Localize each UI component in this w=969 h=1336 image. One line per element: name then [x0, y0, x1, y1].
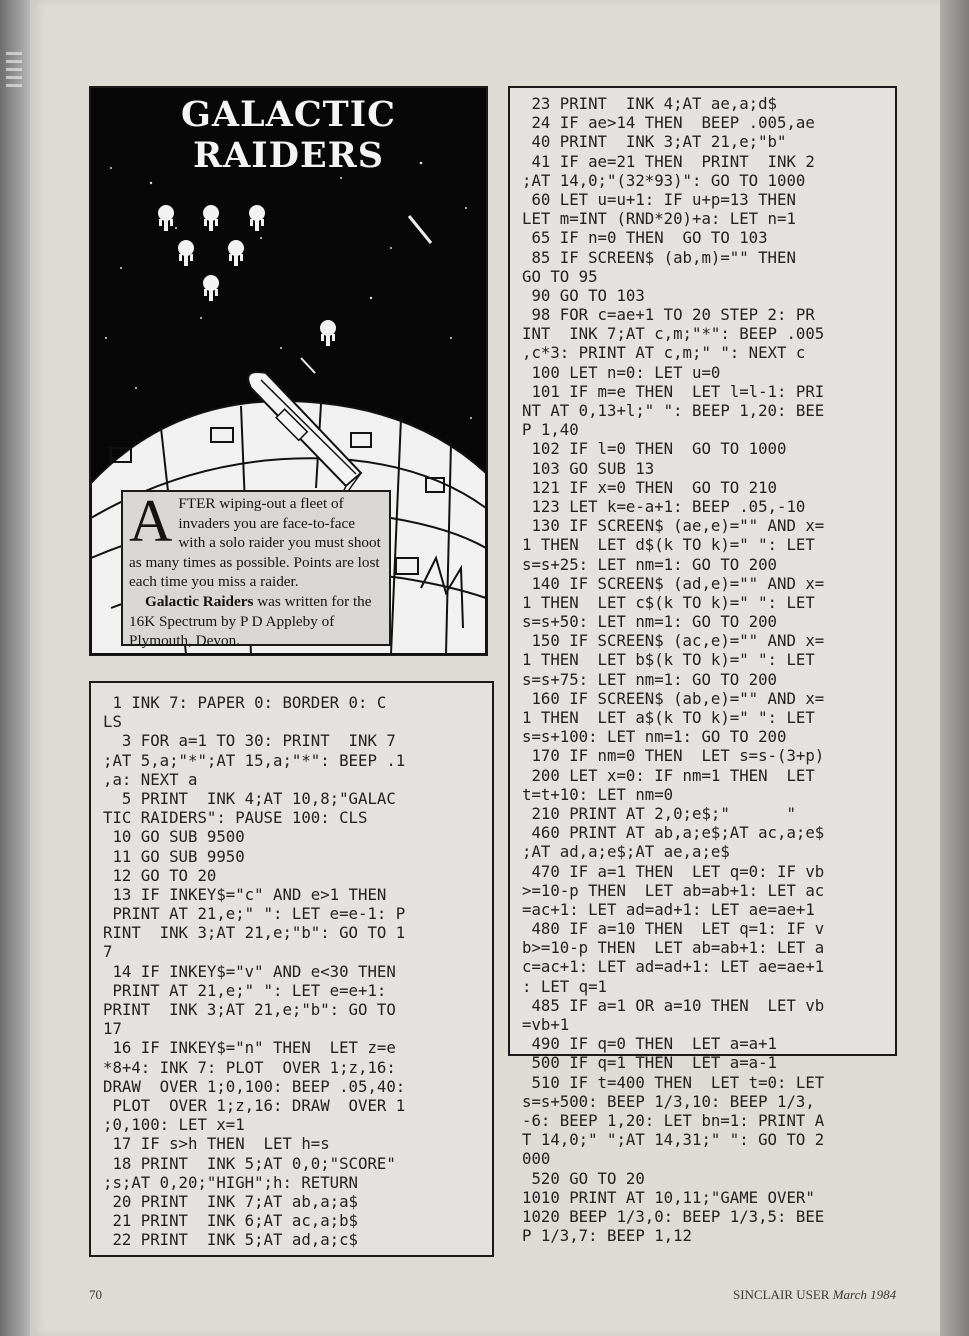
- code-line: 1020 BEEP 1/3,0: BEEP 1/3,5: BEE: [522, 1206, 825, 1226]
- code-line: 11 GO SUB 9950: [103, 846, 245, 866]
- code-line: 1 INK 7: PAPER 0: BORDER 0: C: [103, 693, 387, 712]
- code-line: =vb+1: [522, 1015, 570, 1034]
- code-line: 24 IF ae>14 THEN BEEP .005,ae: [522, 113, 815, 133]
- code-line: 460 PRINT AT ab,a;e$;AT ac,a;e$: [522, 823, 825, 843]
- code-line: s=s+25: LET nm=1: GO TO 200: [522, 554, 778, 574]
- code-line: PRINT INK 3;AT 21,e;"b": GO TO: [103, 1000, 396, 1019]
- code-line: 1010 PRINT AT 10,11;"GAME OVER": [522, 1187, 815, 1207]
- code-line: 170 IF nm=0 THEN LET s=s-(3+p): [522, 746, 825, 766]
- code-line: 510 IF t=400 THEN LET t=0: LET: [522, 1072, 825, 1092]
- code-line: 10 GO SUB 9500: [103, 827, 245, 847]
- code-line: GO TO 95: [522, 266, 598, 286]
- code-line: 200 LET x=0: IF nm=1 THEN LET: [522, 765, 815, 785]
- code-line: P 1,40: [522, 420, 579, 440]
- publication-line: [733, 1287, 896, 1303]
- page-number: 70: [89, 1287, 102, 1302]
- code-line: s=s+75: LET nm=1: GO TO 200: [522, 669, 778, 689]
- code-line: >=10-p THEN LET ab=ab+1: LET ac: [522, 880, 825, 900]
- issue-date: March 1984: [832, 1287, 897, 1302]
- code-line: s=s+500: BEEP 1/3,10: BEEP 1/3,: [522, 1091, 815, 1111]
- code-line: 123 LET k=e-a+1: BEEP .05,-10: [522, 496, 806, 516]
- code-line: 1 THEN LET b$(k TO k)=" ": LET: [522, 650, 815, 670]
- code-line: 490 IF q=0 THEN LET a=a+1: [522, 1034, 778, 1054]
- code-line: 13 IF INKEY$="c" AND e>1 THEN: [103, 884, 387, 904]
- code-line: 17: [103, 1019, 122, 1039]
- code-line: -6: BEEP 1,20: LET bn=1: PRINT A: [522, 1110, 825, 1130]
- code-line: 100 LET n=0: LET u=0: [522, 362, 721, 382]
- code-line: NT AT 0,13+l;" ": BEEP 1,20: BEE: [522, 401, 825, 420]
- code-line: c=ac+1: LET ad=ad+1: LET ae=ae+1: [522, 957, 825, 977]
- code-line: RINT INK 3;AT 21,e;"b": GO TO 1: [103, 923, 406, 943]
- code-line: 17 IF s>h THEN LET h=s: [103, 1134, 330, 1154]
- code-line: DRAW OVER 1;0,100: BEEP .05,40:: [103, 1076, 406, 1096]
- code-line: ;s;AT 0,20;"HIGH";h: RETURN: [103, 1172, 359, 1192]
- code-line: 210 PRINT AT 2,0;e$;" ": [522, 803, 796, 823]
- title-illustration: [89, 86, 488, 656]
- code-line: 22 PRINT INK 5;AT ad,a;c$: [103, 1230, 359, 1250]
- publication-name: SINCLAIR USER: [733, 1287, 830, 1302]
- code-line: 85 IF SCREEN$ (ab,m)="" THEN: [522, 247, 796, 267]
- code-line: 65 IF n=0 THEN GO TO 103: [522, 228, 768, 248]
- code-line: TIC RAIDERS": PAUSE 100: CLS: [103, 808, 368, 828]
- intro-box: [121, 488, 391, 650]
- code-line: 14 IF INKEY$="v" AND e<30 THEN: [103, 961, 396, 981]
- code-line: 18 PRINT INK 5;AT 0,0;"SCORE": [103, 1153, 396, 1173]
- code-line: 41 IF ae=21 THEN PRINT INK 2: [522, 151, 815, 171]
- code-listing-right: [508, 86, 897, 1246]
- code-line: 3 FOR a=1 TO 30: PRINT INK 7: [103, 731, 396, 751]
- code-line: ;AT 5,a;"*";AT 15,a;"*": BEEP .1: [103, 750, 406, 770]
- code-line: 121 IF x=0 THEN GO TO 210: [522, 477, 778, 497]
- code-line: : LET q=1: [522, 976, 608, 996]
- code-line: *8+4: INK 7: PLOT OVER 1;z,16:: [103, 1057, 396, 1077]
- code-line: 60 LET u=u+1: IF u+p=13 THEN: [522, 189, 796, 209]
- code-line: 12 GO TO 20: [103, 865, 217, 885]
- code-line: 101 IF m=e THEN LET l=l-1: PRI: [522, 381, 825, 401]
- code-line: 103 GO SUB 13: [522, 458, 655, 478]
- code-line: 20 PRINT INK 7;AT ab,a;a$: [103, 1191, 359, 1211]
- credit-title: Galactic Raiders: [145, 592, 254, 610]
- code-line: PRINT AT 21,e;" ": LET e=e-1: P: [103, 904, 406, 924]
- page-edge-shadow: [940, 0, 969, 1336]
- code-line: 130 IF SCREEN$ (ae,e)="" AND x=: [522, 516, 825, 536]
- drop-cap: A: [129, 488, 173, 554]
- code-line: 21 PRINT INK 6;AT ac,a;b$: [103, 1211, 359, 1231]
- code-line: 90 GO TO 103: [522, 285, 645, 305]
- article-title: GALACTIC RAIDERS: [181, 94, 396, 176]
- code-line: s=s+100: LET nm=1: GO TO 200: [522, 727, 787, 747]
- code-line: 000: [522, 1149, 551, 1169]
- code-line: LS: [103, 712, 122, 732]
- code-line: 102 IF l=0 THEN GO TO 1000: [522, 439, 787, 459]
- code-line: 520 GO TO 20: [522, 1168, 645, 1188]
- intro-text: FTER wiping-out a fleet of invaders you are face-to-face with a solo raider you must shoot as many times as possible. Points are lost each time you miss a raider.: [129, 495, 381, 591]
- code-line: 23 PRINT INK 4;AT ae,a;d$: [522, 94, 778, 113]
- code-line: ;AT ad,a;e$;AT ae,a;e$: [522, 842, 730, 862]
- code-line: 160 IF SCREEN$ (ab,e)="" AND x=: [522, 688, 825, 708]
- code-line: 7: [103, 942, 113, 962]
- code-line: ;AT 14,0;"(32*93)": GO TO 1000: [522, 170, 806, 190]
- code-line: PRINT AT 21,e;" ": LET e=e+1:: [103, 980, 387, 1000]
- code-line: b>=10-p THEN LET ab=ab+1: LET a: [522, 938, 825, 958]
- spine-shadow: [0, 0, 30, 1336]
- code-line: 16 IF INKEY$="n" THEN LET z=e: [103, 1038, 396, 1058]
- code-line: P 1/3,7: BEEP 1,12: [522, 1226, 693, 1246]
- code-line: INT INK 7;AT c,m;"*": BEEP .005: [522, 324, 825, 344]
- code-line: 1 THEN LET a$(k TO k)=" ": LET: [522, 708, 815, 727]
- code-line: =ac+1: LET ad=ad+1: LET ae=ae+1: [522, 899, 815, 919]
- code-line: t=t+10: LET nm=0: [522, 784, 674, 804]
- code-line: 1 THEN LET d$(k TO k)=" ": LET: [522, 535, 815, 555]
- code-line: 98 FOR c=ae+1 TO 20 STEP 2: PR: [522, 305, 815, 325]
- code-listing-left: [89, 681, 494, 1257]
- code-line: 1 THEN LET c$(k TO k)=" ": LET: [522, 592, 815, 612]
- code-line: T 14,0;" ";AT 14,31;" ": GO TO 2: [522, 1130, 825, 1150]
- code-line: PLOT OVER 1;z,16: DRAW OVER 1: [103, 1095, 406, 1115]
- code-line: 40 PRINT INK 3;AT 21,e;"b": [522, 132, 787, 152]
- code-line: 5 PRINT INK 4;AT 10,8;"GALAC: [103, 788, 396, 808]
- code-line: s=s+50: LET nm=1: GO TO 200: [522, 612, 778, 632]
- code-line: 480 IF a=10 THEN LET q=1: IF v: [522, 919, 825, 939]
- code-line: ,a: NEXT a: [103, 769, 198, 789]
- code-line: LET m=INT (RND*20)+a: LET n=1: [522, 209, 796, 229]
- code-line: 470 IF a=1 THEN LET q=0: IF vb: [522, 861, 825, 881]
- code-line: ,c*3: PRINT AT c,m;" ": NEXT c: [522, 343, 806, 363]
- code-line: ;0,100: LET x=1: [103, 1115, 245, 1135]
- code-line: 500 IF q=1 THEN LET a=a-1: [522, 1053, 778, 1073]
- code-line: 150 IF SCREEN$ (ac,e)="" AND x=: [522, 631, 825, 651]
- code-line: 140 IF SCREEN$ (ad,e)="" AND x=: [522, 573, 825, 593]
- code-line: 485 IF a=1 OR a=10 THEN LET vb: [522, 995, 825, 1015]
- credit-text: was written for the 16K Spectrum by P D Appleby of Plymouth, Devon.: [129, 592, 372, 650]
